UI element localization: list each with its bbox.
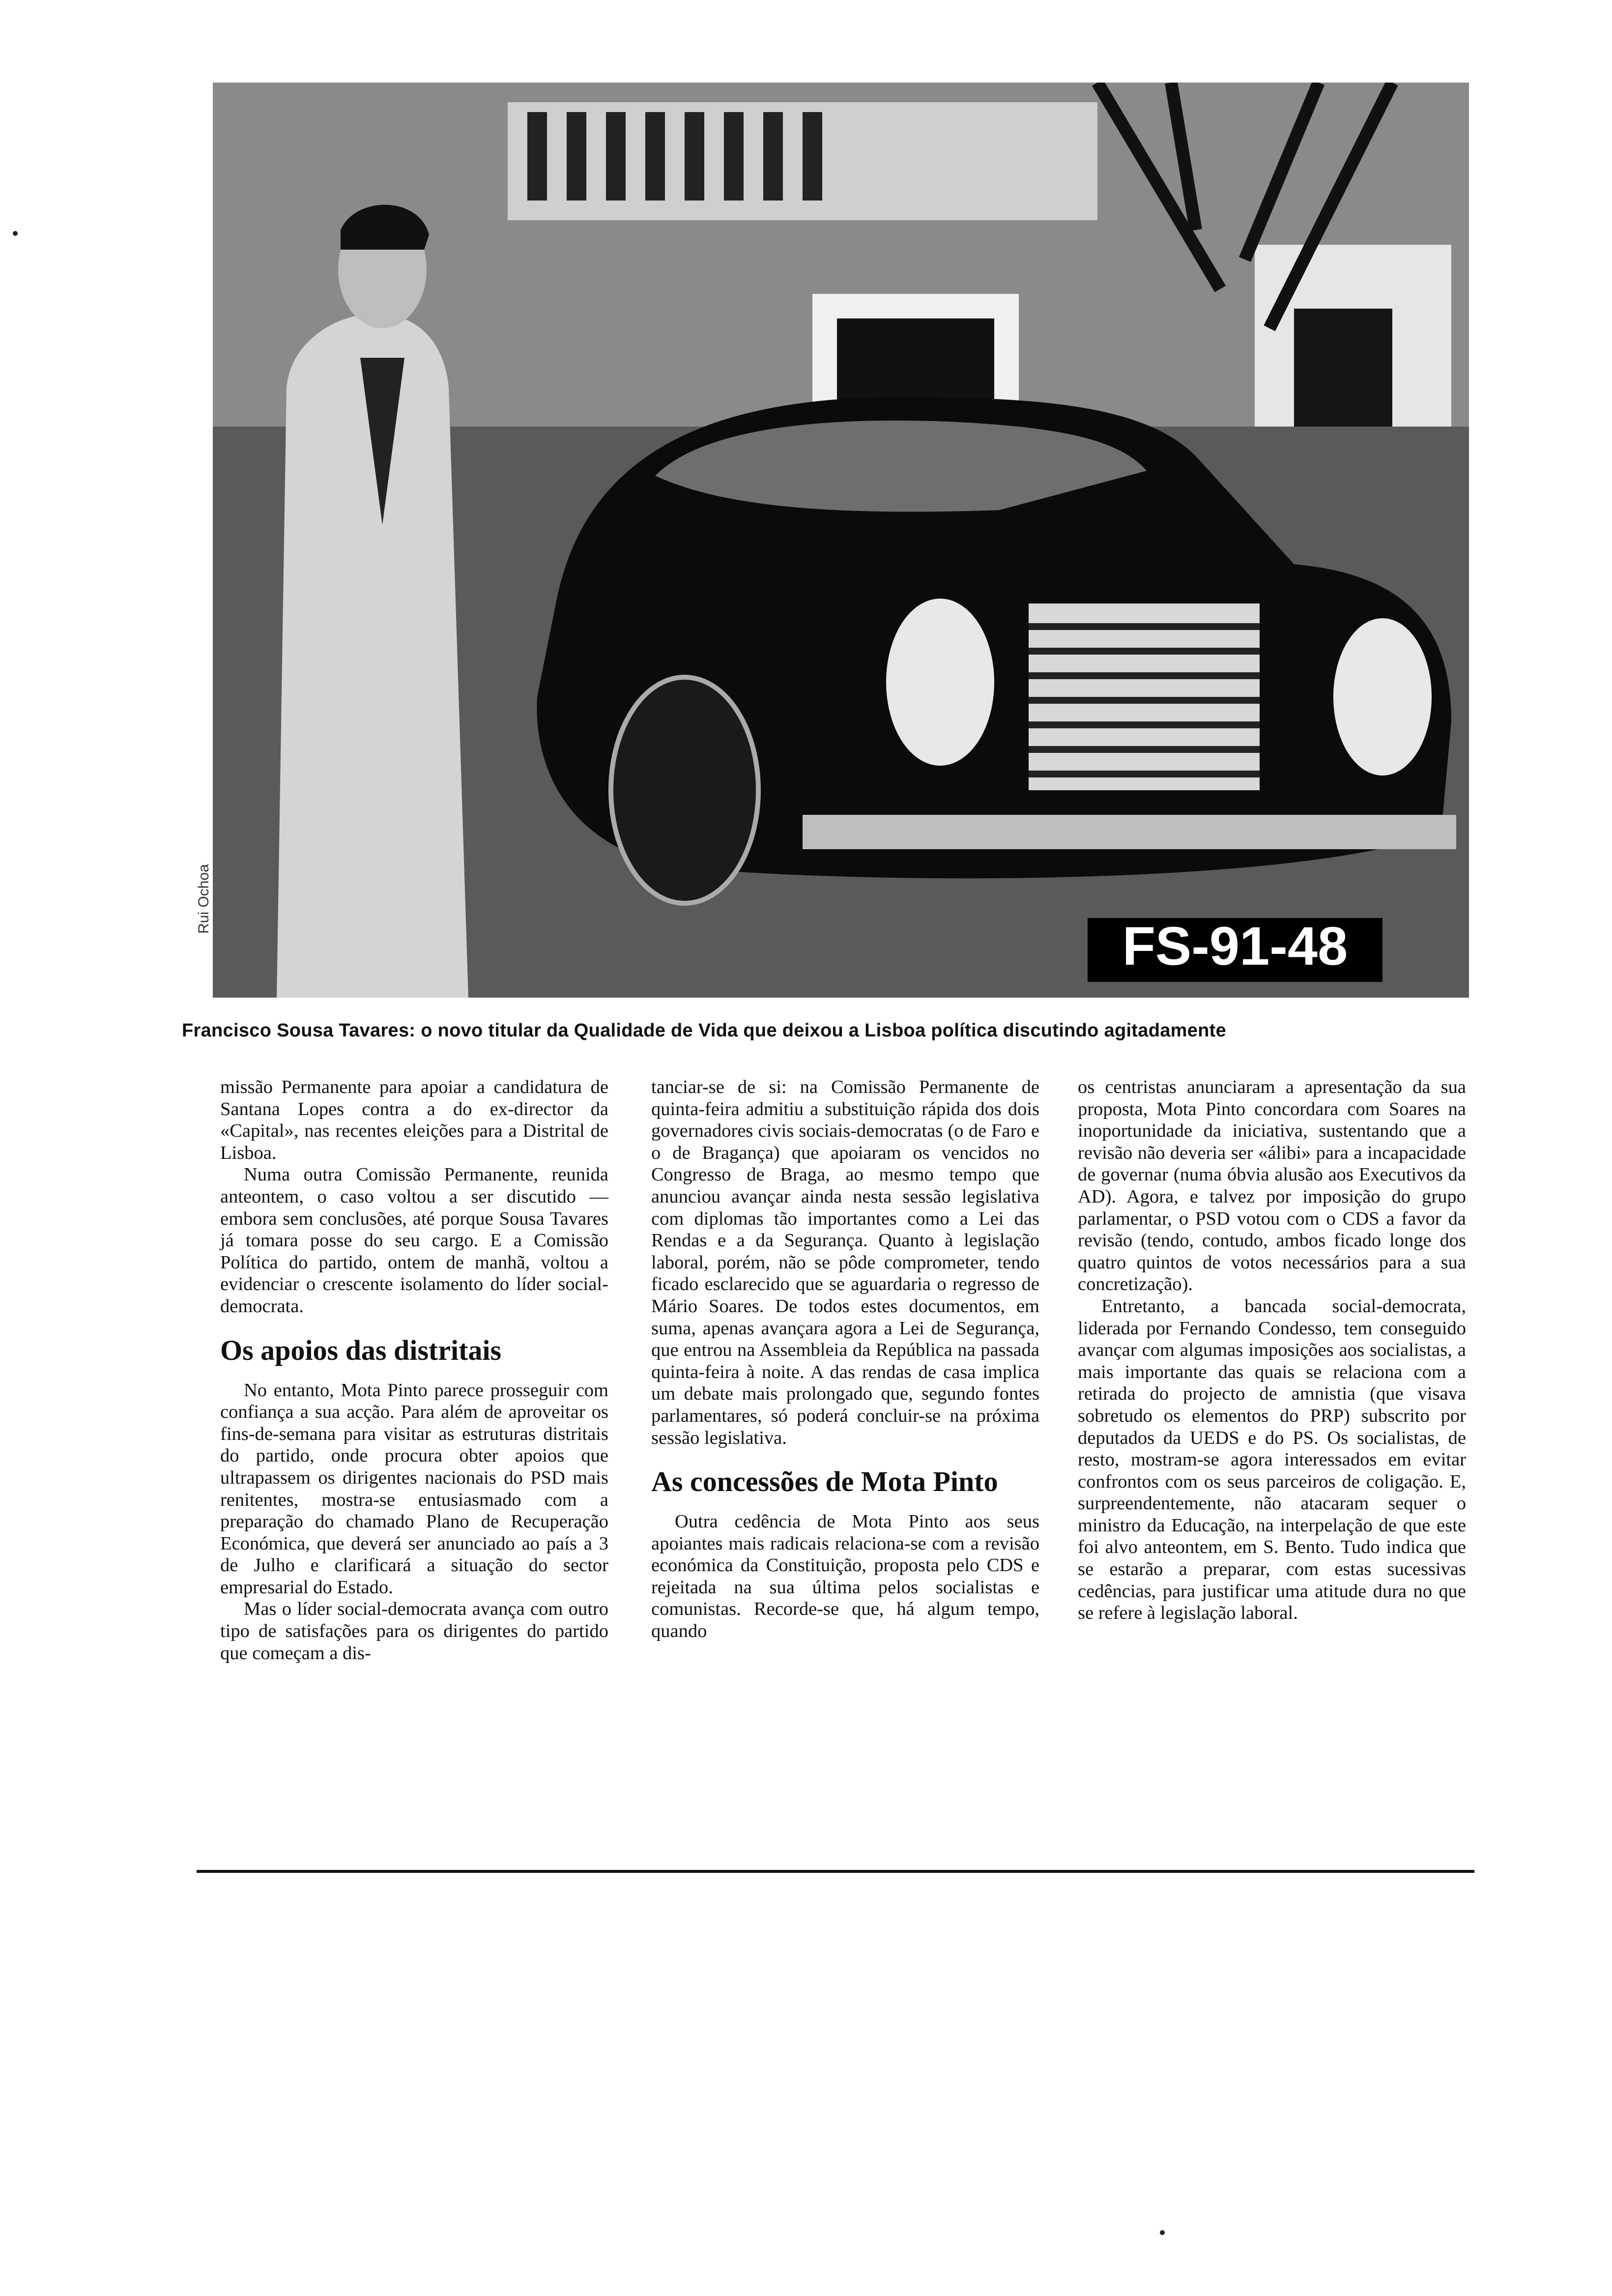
paragraph: Numa outra Comissão Permanente, reunida anteontem, o caso voltou a ser discutido — embora sem conclusões, até porque Sousa Tavares já tomara posse do seu cargo. E a Comissão Política do partido, ontem de manhã, voltou a evidenciar o crescente isolamento do líder social-democrata.: [220, 1164, 608, 1317]
bottom-rule: [197, 1870, 1474, 1873]
article-column-3: [1078, 1076, 1466, 1624]
scan-speck-icon: [13, 231, 18, 236]
paragraph: tanciar-se de si: na Comissão Permanente de quinta-feira admitiu a substituição rápida dos dois governadores civis sociais-democratas (o de Faro e o de Bragança) que apoiaram os vencidos no Congresso de Braga, ao mesmo tempo que anunciou avançar ainda nesta sessão legislativa com diplomas tão importantes como a Lei das Rendas e a da Segurança. Quanto à legislação laboral, porém, não se pôde comprometer, tendo ficado esclarecido que se aguardaria o regresso de Mário Soares. De todos estes documentos, em suma, apenas avançara agora a Lei de Segurança, que entrou na Assembleia da República na passada quinta-feira à noite. A das rendas de casa implica um debate mais prolongado que, segundo fontes parlamentares, só poderá concluir-se na próxima sessão legislativa.: [651, 1077, 1039, 1448]
photo-caption: Francisco Sousa Tavares: o novo titular da Qualidade de Vida que deixou a Lisboa política discutindo agitadamente: [182, 1020, 1227, 1041]
scan-speck-icon: [1160, 2230, 1165, 2235]
license-plate: FS-91-48: [1122, 916, 1348, 976]
paragraph: No entanto, Mota Pinto parece prosseguir com confiança a sua acção. Para além de aproveitar os fins-de-semana para visitar as estruturas distritais do partido, onde procura obter apoios que ultrapassem os dirigentes nacionais do PSD mais renitentes, mostra-se entusiasmado com a preparação do chamado Plano de Recuperação Económica, que deverá ser anunciado ao país a 3 de Julho e clarificará a situação do sector empresarial do Estado.: [220, 1379, 608, 1598]
subheading: As concessões de Mota Pinto: [651, 1465, 998, 1498]
photo-credit: Rui Ochoa: [196, 864, 212, 934]
paragraph: missão Permanente para apoiar a candidatura de Santana Lopes contra a do ex-director da «Capital», nas recentes eleições para a Distrital de Lisboa.: [220, 1077, 608, 1163]
photo-car-man-icon: [213, 83, 1469, 998]
article-column-1: [220, 1076, 608, 1664]
paragraph: Outra cedência de Mota Pinto aos seus apoiantes mais radicais relaciona-se com a revisão económica da Constituição, proposta pelo CDS e rejeitada na sua última pelos socialistas e comunistas. Recorde-se que, há algum tempo, quando: [651, 1511, 1039, 1642]
paragraph: os centristas anunciaram a apresentação da sua proposta, Mota Pinto concordara com Soares na inoportunidade da iniciativa, sustentando que a revisão não deveria ser «álibi» para a incapacidade de governar (numa óbvia alusão aos Executivos da AD). Agora, e talvez por imposição do grupo parlamentar, o PSD votou com o CDS a favor da revisão (tendo, contudo, ambos ficado longe dos quatro quintos de votos necessários para a sua concretização).: [1078, 1077, 1466, 1295]
paragraph: Mas o líder social-democrata avança com outro tipo de satisfações para os dirigentes do partido que começam a dis-: [220, 1599, 608, 1664]
paragraph: Entretanto, a bancada social-democrata, liderada por Fernando Condesso, tem conseguido avançar com algumas imposições aos socialistas, a mais importante das quais se relaciona com a retirada do projecto de amnistia (que visava sobretudo os elementos do PRP) subscrito por deputados da UEDS e do PS. Os socialistas, de resto, mostram-se agora interessados em evitar confrontos com os seus parceiros de coligação. E, surpreendentemente, não atacaram sequer o ministro da Educação, na interpelação de que este foi alvo anteontem, em S. Bento. Tudo indica que se estarão a preparar, com estas sucessivas cedências, para justificar uma atitude dura no que se refere à legislação laboral.: [1078, 1295, 1466, 1624]
article-photo: [213, 83, 1469, 998]
subheading: Os apoios das distritais: [220, 1334, 502, 1366]
article-column-2: [651, 1076, 1039, 1642]
